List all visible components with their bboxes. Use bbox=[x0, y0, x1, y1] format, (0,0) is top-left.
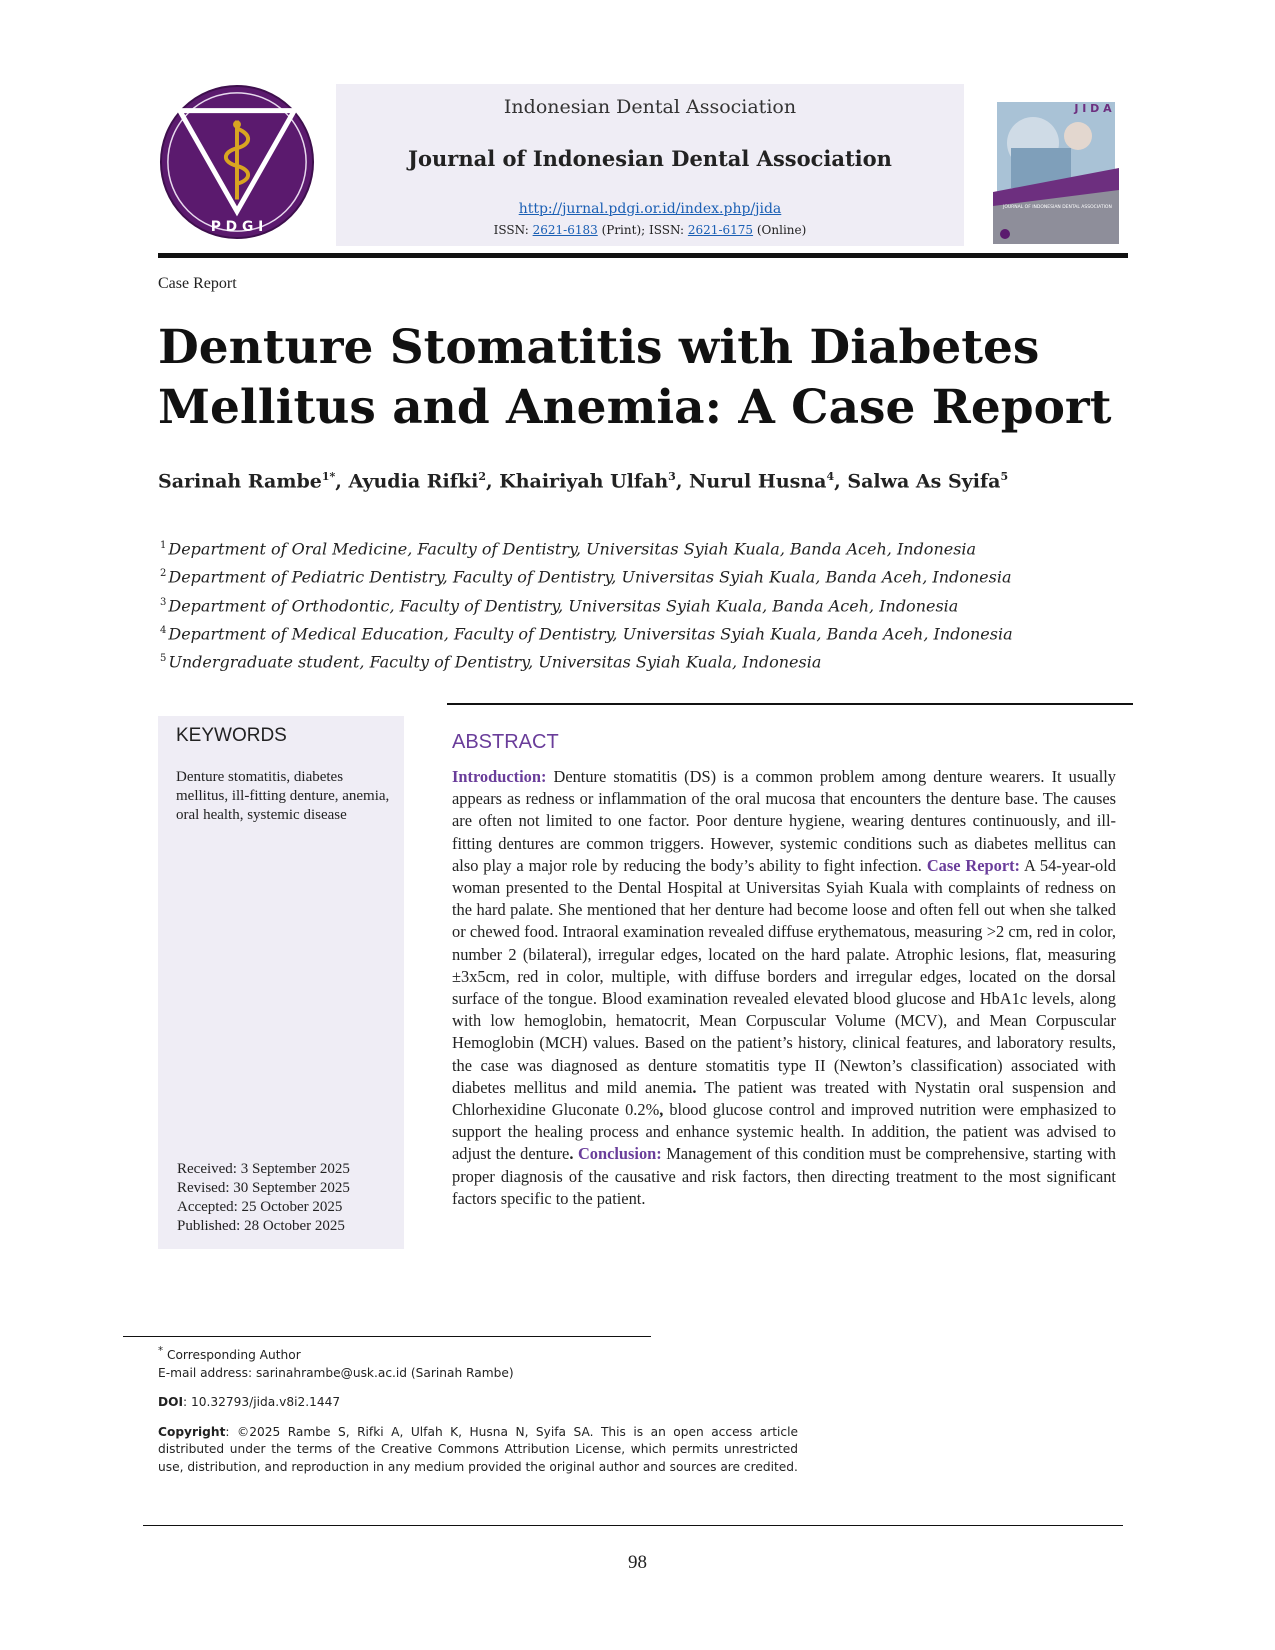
affiliation-list bbox=[160, 533, 1013, 675]
article-dates bbox=[177, 1160, 350, 1236]
issn-print-suffix: (Print); ISSN: bbox=[601, 223, 685, 237]
conclusion-label: Conclusion: bbox=[577, 1144, 662, 1164]
author-sup: 3 bbox=[668, 470, 676, 483]
author-sup: 1* bbox=[321, 470, 336, 483]
author-name: Khairiyah Ulfah bbox=[499, 470, 669, 493]
author-sep: , bbox=[485, 470, 500, 493]
case-report-dot: . bbox=[569, 1144, 574, 1164]
doi-value: : 10.32793/jida.v8i2.1447 bbox=[183, 1395, 341, 1410]
issn-print-link[interactable]: 2621-6183 bbox=[532, 223, 598, 237]
author-sep: , bbox=[335, 470, 349, 493]
cover-emblem bbox=[1000, 229, 1010, 239]
case-report-dot: . bbox=[692, 1077, 697, 1097]
footnote-rule bbox=[123, 1336, 651, 1337]
copyright-notice bbox=[158, 1424, 798, 1477]
case-report-text: The patient was treated with Nystatin oral suspension and Chlorhexidine Gluconate 0.2% bbox=[452, 1077, 1116, 1120]
affiliation-text: Department of Orthodontic, Faculty of Dentistry, Universitas Syiah Kuala, Banda Aceh, Indonesia bbox=[168, 595, 959, 615]
keywords-text: Denture stomatitis, diabetes mellitus, ill-fitting denture, anemia, oral health, systemic disease bbox=[176, 769, 390, 823]
affiliation-item bbox=[160, 561, 1013, 589]
author-sup: 4 bbox=[826, 470, 835, 483]
keywords-box bbox=[158, 716, 404, 1249]
abstract-heading: ABSTRACT bbox=[452, 731, 559, 753]
intro-text: Denture stomatitis (DS) is a common problem among denture wearers. It usually appears as redness or inflammation of the oral mucosa that encounters the denture base. The causes are often not limited to one factor. Poor denture hygiene, wearing dentures continuously, and ill-fitting dentures are common triggers. However, systemic conditions such as diabetes mellitus can also play a major role by reducing the body’s ability to fight infection. bbox=[452, 767, 1116, 875]
author-sep: , bbox=[834, 470, 848, 493]
article-type: Case Report bbox=[158, 275, 237, 292]
issn-label: ISSN: bbox=[493, 223, 529, 237]
revised-date: Revised: 30 September 2025 bbox=[177, 1180, 350, 1196]
footer-rule bbox=[143, 1525, 1123, 1526]
received-date: Received: 3 September 2025 bbox=[177, 1161, 350, 1177]
abstract-rule bbox=[447, 703, 1133, 705]
journal-name: Journal of Indonesian Dental Association bbox=[408, 146, 892, 171]
affiliation-item bbox=[160, 533, 1013, 561]
logo-text: P D G I bbox=[210, 219, 264, 236]
corresponding-label: Corresponding Author bbox=[163, 1348, 301, 1363]
affiliation-item bbox=[160, 646, 1013, 674]
affiliation-text: Department of Pediatric Dentistry, Faculty of Dentistry, Universitas Syiah Kuala, Banda Aceh, Indonesia bbox=[168, 567, 1012, 587]
affiliation-text: Department of Oral Medicine, Faculty of Dentistry, Universitas Syiah Kuala, Banda Aceh, Indonesia bbox=[168, 539, 977, 559]
copyright-label: Copyright bbox=[158, 1424, 226, 1439]
issn-online-suffix: (Online) bbox=[756, 223, 807, 237]
issn-line bbox=[336, 223, 964, 237]
author-sup: 2 bbox=[478, 470, 486, 483]
conclusion-text: Management of this condition must be comprehensive, starting with proper diagnosis of the causative and risk factors, then directing treatment to the most significant factors specific to the patient. bbox=[452, 1144, 1116, 1208]
affiliation-text: Department of Medical Education, Faculty of Dentistry, Universitas Syiah Kuala, Banda Aceh, Indonesia bbox=[168, 624, 1013, 644]
published-date: Published: 28 October 2025 bbox=[177, 1218, 345, 1234]
association-name: Indonesian Dental Association bbox=[503, 96, 797, 118]
author-list bbox=[158, 470, 1008, 492]
affiliation-text: Undergraduate student, Faculty of Dentistry, Universitas Syiah Kuala, Indonesia bbox=[168, 652, 822, 672]
journal-url-link[interactable]: http://jurnal.pdgi.or.id/index.php/jida bbox=[518, 201, 782, 217]
page-number: 98 bbox=[628, 1552, 647, 1573]
corresponding-mark: * bbox=[158, 1346, 164, 1357]
author-name: Salwa As Syifa bbox=[847, 470, 1001, 493]
keywords-heading: KEYWORDS bbox=[176, 725, 287, 746]
journal-header bbox=[336, 84, 964, 246]
footnote bbox=[158, 1343, 798, 1476]
affiliation-num: 5 bbox=[160, 653, 167, 665]
issn-online-link[interactable]: 2621-6175 bbox=[687, 223, 754, 237]
affiliation-num: 1 bbox=[160, 540, 167, 551]
cover-label: J I D A bbox=[1074, 102, 1112, 115]
cover-caption: JOURNAL OF INDONESIAN DENTAL ASSOCIATION bbox=[1003, 205, 1112, 210]
affiliation-item bbox=[160, 618, 1013, 646]
case-report-comma: , bbox=[659, 1100, 664, 1120]
pdgi-logo bbox=[158, 83, 316, 241]
corresponding-email: E-mail address: sarinahrambe@usk.ac.id (Sarinah Rambe) bbox=[158, 1365, 514, 1380]
author-name: Sarinah Rambe bbox=[158, 470, 322, 493]
affiliation-num: 3 bbox=[160, 596, 167, 608]
author-name: Nurul Husna bbox=[689, 470, 827, 493]
author-name: Ayudia Rifki bbox=[348, 470, 479, 493]
header-rule bbox=[158, 253, 1128, 258]
case-report-text: blood glucose control and improved nutrition were emphasized to support the healing process and enhance systemic health. In addition, the patient was advised to adjust the denture bbox=[452, 1100, 1117, 1164]
affiliation-item bbox=[160, 590, 1013, 618]
accepted-date: Accepted: 25 October 2025 bbox=[177, 1199, 343, 1215]
case-report-label: Case Report: bbox=[926, 855, 1021, 875]
article-title: Denture Stomatitis with Diabetes Mellitus and Anemia: A Case Report bbox=[158, 320, 1112, 435]
author-sep: , bbox=[675, 470, 690, 493]
journal-cover-thumbnail bbox=[993, 98, 1119, 244]
author-sup: 5 bbox=[1000, 470, 1009, 483]
case-report-text: A 54-year-old woman presented to the Dental Hospital at Universitas Syiah Kuala with complaints of redness on the hard palate. She mentioned that her denture had become loose and often fell out when she talked or chewed food. Intraoral examination revealed diffuse erythematous, measuring >2 cm, red in color, number 2 (bilateral), irregular edges, located on the hard palate. Atrophic lesions, flat, measuring ±3x5cm, red in color, multiple, with diffuse borders and irregular edges, located on the dorsal surface of the tongue. Blood examination revealed elevated blood glucose and HbA1c levels, along with low hemoglobin, hematocrit, Mean Corpuscular Volume (MCV), and Mean Corpuscular Hemoglobin (MCH) values. Based on the patient’s history, clinical features, and laboratory results, the case was diagnosed as denture stomatitis type II (Newton’s classification) associated with diabetes mellitus and mild anemia bbox=[452, 855, 1116, 1097]
corresponding-author bbox=[158, 1343, 798, 1365]
doi-label: DOI bbox=[158, 1395, 184, 1410]
doi-line bbox=[158, 1394, 798, 1412]
intro-label: Introduction: bbox=[452, 767, 547, 786]
abstract-body bbox=[452, 766, 1116, 1210]
copyright-text: : ©2025 Rambe S, Rifki A, Ulfah K, Husna N, Syifa SA. This is an open access article distributed under the terms of the Creative Commons Attribution License, which permits unrestricted use, distribution, and reproduction in any medium provided the original author and sources are credited. bbox=[158, 1424, 798, 1474]
affiliation-num: 2 bbox=[160, 568, 167, 580]
affiliation-num: 4 bbox=[160, 624, 167, 636]
